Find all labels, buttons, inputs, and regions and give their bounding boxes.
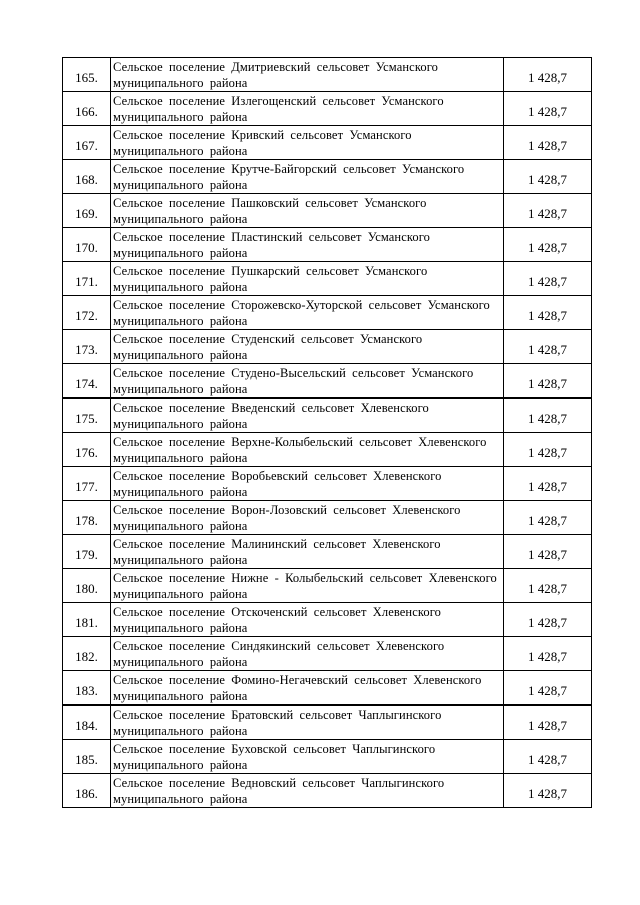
row-number: 166.: [63, 92, 111, 126]
settlement-name: Сельское поселение Крутче-Байгорский сельсовет Усманского муниципального района: [111, 160, 504, 194]
settlements-table: [62, 57, 592, 808]
settlement-name: Сельское поселение Воробьевский сельсовет Хлевенского муниципального района: [111, 467, 504, 501]
settlement-name: Сельское поселение Братовский сельсовет Чаплыгинского муниципального района: [111, 705, 504, 740]
table-row: [63, 671, 592, 706]
amount-value: 1 428,7: [504, 296, 592, 330]
amount-value: 1 428,7: [504, 603, 592, 637]
row-number: 184.: [63, 705, 111, 740]
row-number: 169.: [63, 194, 111, 228]
row-number: 183.: [63, 671, 111, 706]
settlement-name: Сельское поселение Пушкарский сельсовет Усманского муниципального района: [111, 262, 504, 296]
table-row: [63, 364, 592, 399]
row-number: 180.: [63, 569, 111, 603]
row-number: 173.: [63, 330, 111, 364]
amount-value: 1 428,7: [504, 740, 592, 774]
row-number: 181.: [63, 603, 111, 637]
row-number: 172.: [63, 296, 111, 330]
row-number: 168.: [63, 160, 111, 194]
table-row: [63, 433, 592, 467]
settlement-name: Сельское поселение Отскоченский сельсовет Хлевенского муниципального района: [111, 603, 504, 637]
table-row: [63, 398, 592, 433]
amount-value: 1 428,7: [504, 433, 592, 467]
table-row: [63, 58, 592, 92]
amount-value: 1 428,7: [504, 774, 592, 808]
settlement-name: Сельское поселение Ведновский сельсовет Чаплыгинского муниципального района: [111, 774, 504, 808]
table-row: [63, 501, 592, 535]
amount-value: 1 428,7: [504, 467, 592, 501]
amount-value: 1 428,7: [504, 671, 592, 706]
table-row: [63, 262, 592, 296]
settlement-name: Сельское поселение Пластинский сельсовет Усманского муниципального района: [111, 228, 504, 262]
amount-value: 1 428,7: [504, 58, 592, 92]
row-number: 170.: [63, 228, 111, 262]
amount-value: 1 428,7: [504, 228, 592, 262]
table-row: [63, 705, 592, 740]
table-row: [63, 228, 592, 262]
row-number: 182.: [63, 637, 111, 671]
row-number: 171.: [63, 262, 111, 296]
settlement-name: Сельское поселение Фомино-Негачевский сельсовет Хлевенского муниципального района: [111, 671, 504, 706]
table-row: [63, 330, 592, 364]
amount-value: 1 428,7: [504, 330, 592, 364]
settlement-name: Сельское поселение Пашковский сельсовет Усманского муниципального района: [111, 194, 504, 228]
row-number: 186.: [63, 774, 111, 808]
row-number: 178.: [63, 501, 111, 535]
settlement-name: Сельское поселение Синдякинский сельсовет Хлевенского муниципального района: [111, 637, 504, 671]
row-number: 167.: [63, 126, 111, 160]
amount-value: 1 428,7: [504, 637, 592, 671]
row-number: 179.: [63, 535, 111, 569]
settlement-name: Сельское поселение Излегощенский сельсовет Усманского муниципального района: [111, 92, 504, 126]
table-row: [63, 467, 592, 501]
row-number: 176.: [63, 433, 111, 467]
table-row: [63, 194, 592, 228]
amount-value: 1 428,7: [504, 364, 592, 399]
settlement-name: Сельское поселение Введенский сельсовет Хлевенского муниципального района: [111, 398, 504, 433]
table-row: [63, 535, 592, 569]
settlement-name: Сельское поселение Кривский сельсовет Усманского муниципального района: [111, 126, 504, 160]
amount-value: 1 428,7: [504, 126, 592, 160]
table-row: [63, 569, 592, 603]
row-number: 174.: [63, 364, 111, 399]
table-row: [63, 637, 592, 671]
row-number: 177.: [63, 467, 111, 501]
settlement-name: Сельское поселение Студенский сельсовет Усманского муниципального района: [111, 330, 504, 364]
settlement-name: Сельское поселение Малининский сельсовет Хлевенского муниципального района: [111, 535, 504, 569]
row-number: 185.: [63, 740, 111, 774]
settlement-name: Сельское поселение Дмитриевский сельсовет Усманского муниципального района: [111, 58, 504, 92]
table-row: [63, 160, 592, 194]
table-row: [63, 774, 592, 808]
settlement-name: Сельское поселение Сторожевско-Хуторской сельсовет Усманского муниципального района: [111, 296, 504, 330]
amount-value: 1 428,7: [504, 535, 592, 569]
settlement-name: Сельское поселение Верхне-Колыбельский сельсовет Хлевенского муниципального района: [111, 433, 504, 467]
table-row: [63, 126, 592, 160]
amount-value: 1 428,7: [504, 569, 592, 603]
amount-value: 1 428,7: [504, 194, 592, 228]
amount-value: 1 428,7: [504, 92, 592, 126]
settlement-name: Сельское поселение Буховской сельсовет Чаплыгинского муниципального района: [111, 740, 504, 774]
settlement-name: Сельское поселение Ворон-Лозовский сельсовет Хлевенского муниципального района: [111, 501, 504, 535]
row-number: 165.: [63, 58, 111, 92]
amount-value: 1 428,7: [504, 705, 592, 740]
table-row: [63, 740, 592, 774]
amount-value: 1 428,7: [504, 501, 592, 535]
table-row: [63, 296, 592, 330]
settlement-name: Сельское поселение Нижне - Колыбельский сельсовет Хлевенского муниципального района: [111, 569, 504, 603]
settlement-name: Сельское поселение Студено-Высельский сельсовет Усманского муниципального района: [111, 364, 504, 399]
table-row: [63, 92, 592, 126]
row-number: 175.: [63, 398, 111, 433]
amount-value: 1 428,7: [504, 398, 592, 433]
amount-value: 1 428,7: [504, 262, 592, 296]
amount-value: 1 428,7: [504, 160, 592, 194]
table-body: [63, 58, 592, 808]
table-row: [63, 603, 592, 637]
